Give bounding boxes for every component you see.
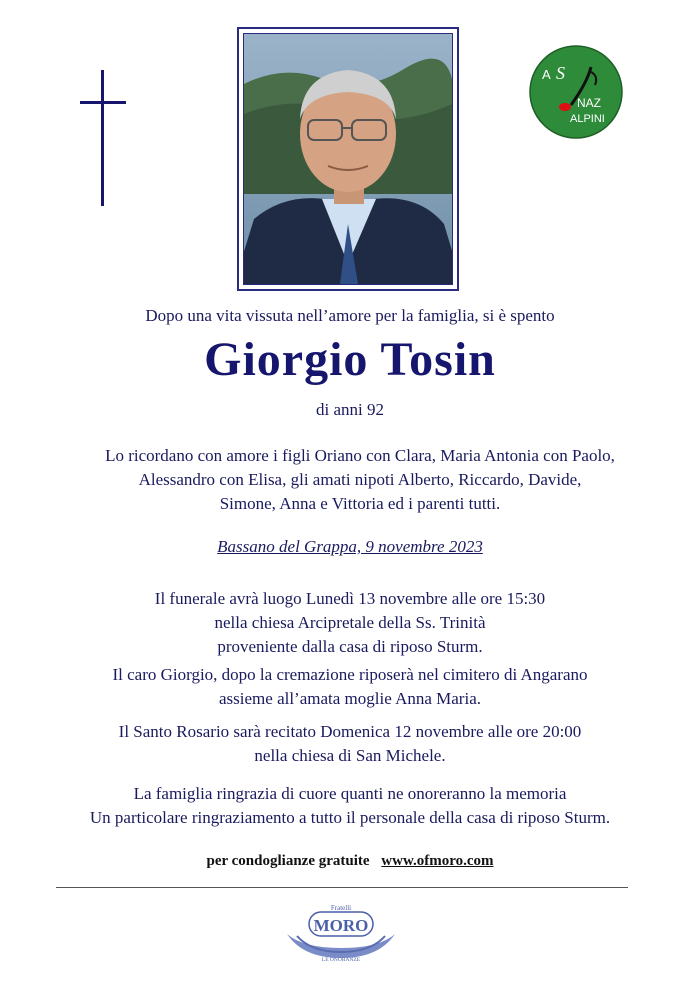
hands-icon [287,934,395,958]
svg-text:LE ONORANZE: LE ONORANZE [321,957,361,962]
family-paragraph: Lo ricordano con amore i figli Oriano con Clara, Maria Antonia con Paolo, Alessandro con Elisa, gli amati nipoti Alberto, Riccardo, Davide, Simone, Anna e Vittoria ed i parenti tutti. [105,446,615,513]
burial-paragraph: Il caro Giorgio, dopo la cremazione riposerà nel cimitero di Angarano assieme all’amata moglie Anna Maria. [112,665,588,708]
intro-text: Dopo una vita vissuta nell’amore per la famiglia, si è spento [145,306,555,325]
portrait-photo [237,27,459,291]
place-date: Bassano del Grappa, 9 novembre 2023 [217,537,483,556]
portrait-image [244,34,452,284]
age-text: di anni 92 [316,400,384,419]
svg-text:NAZ: NAZ [577,96,601,110]
ana-logo [529,45,623,139]
condolences-line [0,853,700,870]
svg-text:S: S [556,63,565,83]
cross-icon [80,70,126,206]
pompom-icon [559,103,571,111]
thanks-paragraph: La famiglia ringrazia di cuore quanti ne onoreranno la memoria Un particolare ringraziamento a tutto il personale della casa di riposo Sturm. [89,784,611,827]
moro-logo [283,900,399,962]
rosary-paragraph: Il Santo Rosario sarà recitato Domenica 12 novembre alle ore 20:00 nella chiesa di San Michele. [118,722,582,765]
condolences-link[interactable]: www.ofmoro.com [381,853,494,869]
deceased-name: Giorgio Tosin [204,333,496,386]
svg-text:ALPINI: ALPINI [570,113,605,125]
svg-text:A: A [542,67,551,82]
svg-text:Fratelli: Fratelli [330,904,352,912]
condolences-label: per condoglianze gratuite [206,853,370,869]
funeral-paragraph: Il funerale avrà luogo Lunedì 13 novembre alle ore 15:30 nella chiesa Arcipretale della Ss. Trinità proveniente dalla casa di riposo Sturm. [154,589,546,656]
svg-text:MORO: MORO [313,916,369,935]
divider [56,887,628,888]
